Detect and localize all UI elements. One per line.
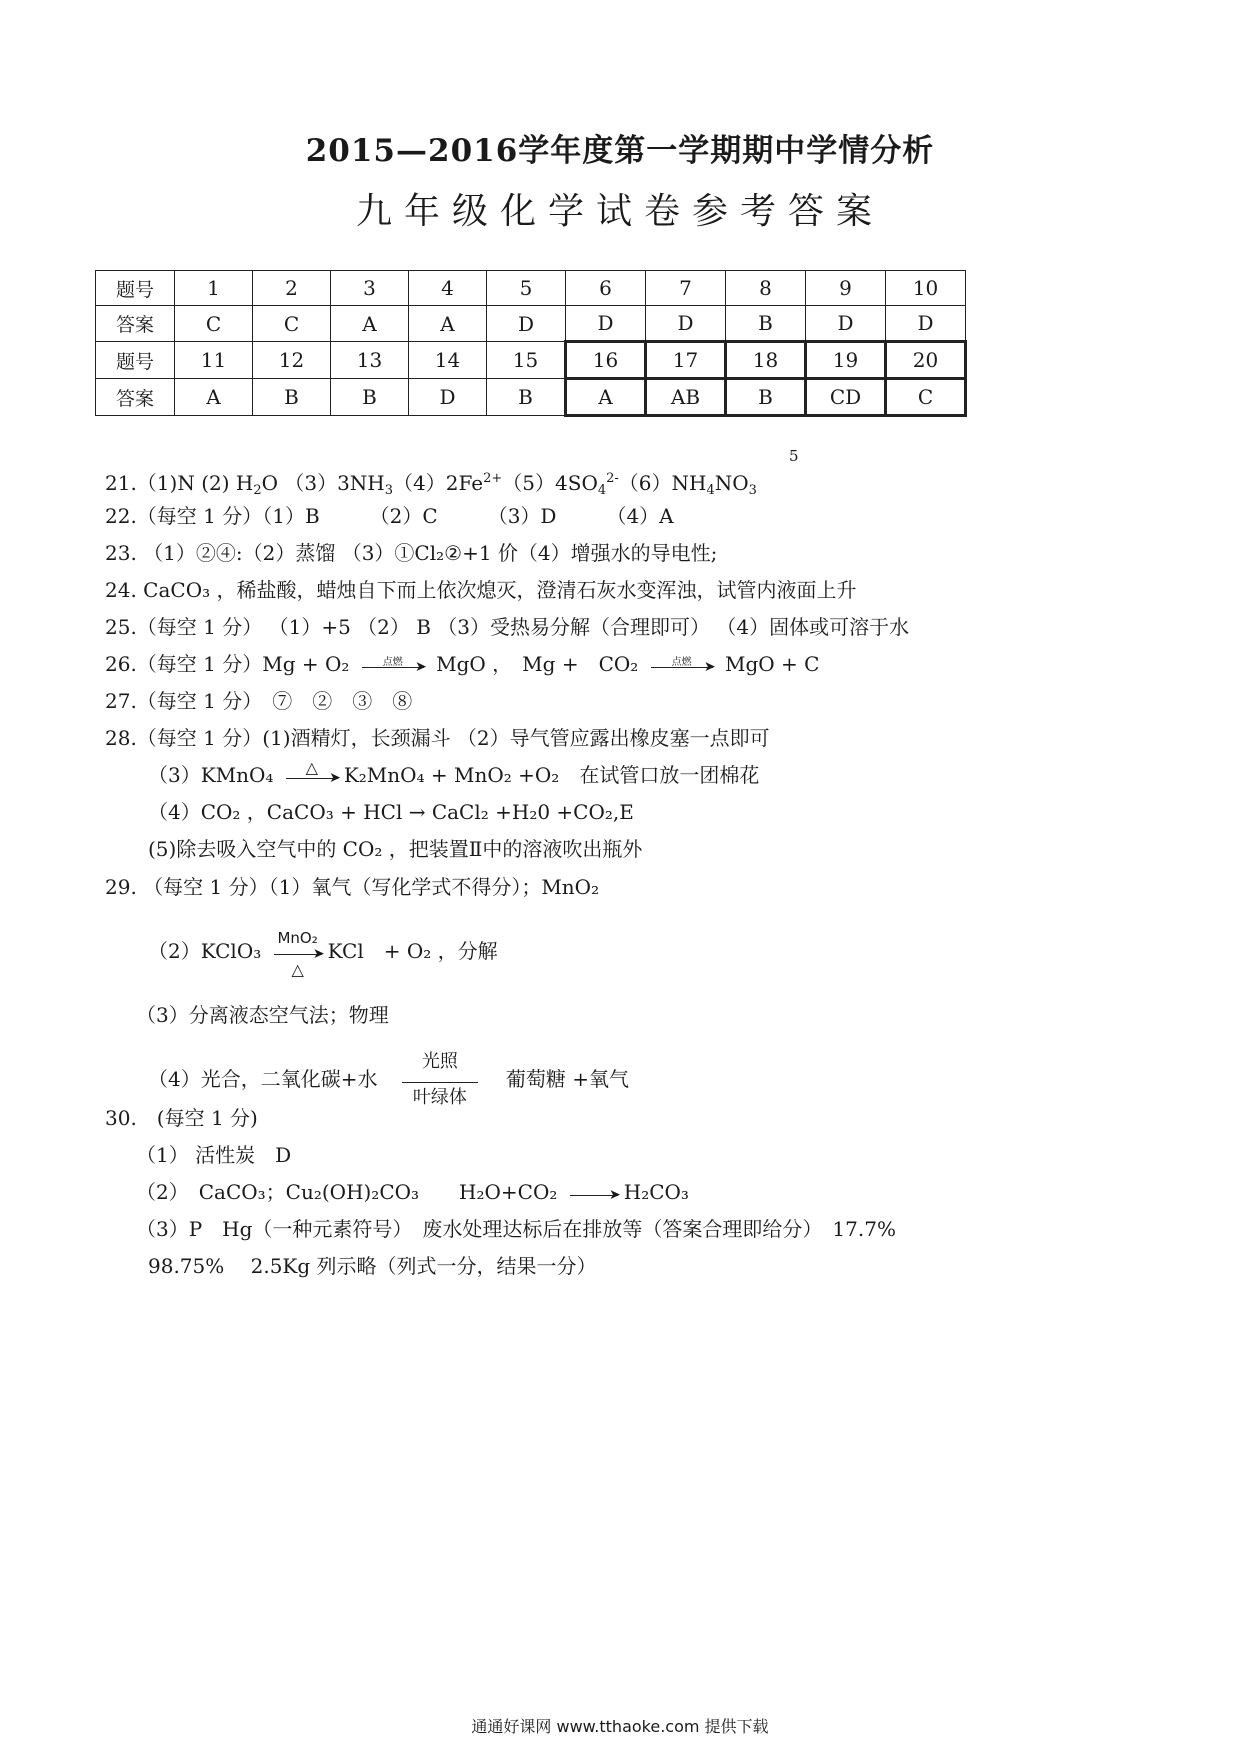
q25-line: 25.（每空 1 分） （1）+5 （2） B （3）受热易分解（合理即可） （4）固体或可溶于水 [105, 615, 910, 639]
q26-line [105, 651, 819, 677]
q30-line-3 [136, 1179, 689, 1205]
q29-line-4 [148, 1050, 629, 1108]
q27-line: 27.（每空 1 分） ⑦ ② ③ ⑧ [105, 689, 413, 713]
q26-end: MgO + C [725, 652, 820, 676]
arrow-condition: 点燃 [671, 656, 692, 668]
q21-sup: 2- [606, 471, 619, 486]
answer-cell: B [726, 306, 806, 342]
q21-stray-mark: 5 [789, 447, 799, 465]
q28-line-3: （4）CO₂ ，CaCO₃ + HCl → CaCl₂ +H₂0 +CO₂,E [148, 800, 634, 824]
reaction-arrow: ➤ [570, 1184, 618, 1204]
answer-cell: A [409, 306, 487, 342]
q26-lead: 26.（每空 1 分）Mg + O₂ [105, 652, 350, 676]
question-number-cell: 9 [806, 271, 886, 306]
q29-end: KCl + O₂ ，分解 [327, 939, 498, 963]
reaction-arrow: 点燃 ➤ [362, 656, 424, 676]
answer-cell: B [331, 379, 409, 416]
question-number-label: 题号 [96, 342, 175, 379]
q28-line-4: (5)除去吸入空气中的 CO₂ ，把装置Ⅱ中的溶液吹出瓶外 [148, 837, 643, 861]
question-number-label: 题号 [96, 271, 175, 306]
answer-cell: B [487, 379, 566, 416]
answer-label: 答案 [96, 306, 175, 342]
question-number-cell: 8 [726, 271, 806, 306]
q28-end: K₂MnO₄ + MnO₂ +O₂ 在试管口放一团棉花 [343, 763, 760, 787]
q21-sub: 4 [706, 483, 715, 498]
question-number-cell: 20 [886, 342, 966, 379]
answer-cell: A [175, 379, 253, 416]
q21-text: NO [714, 471, 749, 495]
q21-text: （5）4SO [502, 471, 598, 495]
table-row [96, 306, 966, 342]
q29-lead: （4）光合，二氧化碳+水 [148, 1067, 378, 1091]
q30-end: H₂CO₃ [623, 1180, 689, 1204]
q21-sub: 2 [253, 483, 262, 498]
answer-label: 答案 [96, 379, 175, 416]
table-row [96, 379, 966, 416]
question-number-cell: 6 [566, 271, 646, 306]
answer-cell: D [886, 306, 966, 342]
question-number-cell: 7 [646, 271, 726, 306]
q26-mid: MgO ， Mg + CO₂ [436, 652, 639, 676]
answer-cell: AB [646, 379, 726, 416]
q23-line: 23. （1）②④:（2）蒸馏 （3）①Cl₂②+1 价（4）增强水的导电性; [105, 541, 718, 565]
arrow-condition: 点燃 [382, 656, 403, 668]
q21-sup: 2+ [483, 471, 503, 486]
page-subtitle: 九年级化学试卷参考答案 [355, 191, 884, 232]
q29-lead: （2）KClO₃ [148, 939, 262, 963]
question-number-cell: 5 [487, 271, 566, 306]
question-number-cell: 1 [175, 271, 253, 306]
q30-line-4: （3）P Hg（一种元素符号） 废水处理达标后在排放等（答案合理即给分） 17.7% [136, 1217, 896, 1241]
q29-line-1: 29. （每空 1 分）（1）氧气（写化学式不得分）；MnO₂ [105, 875, 600, 899]
q21-sub: 3 [748, 483, 757, 498]
q28-line-2 [148, 757, 760, 788]
q29-line-2 [148, 928, 498, 979]
q22-line: 22.（每空 1 分）（1）B （2）C （3）D （4）A [105, 504, 674, 528]
question-number-cell: 16 [566, 342, 646, 379]
answer-cell: D [806, 306, 886, 342]
question-number-cell: 18 [726, 342, 806, 379]
q24-line: 24. CaCO₃ ，稀盐酸，蜡烛自下而上依次熄灭，澄清石灰水变浑浊，试管内液面上升 [105, 578, 857, 602]
q30-lead: （2） CaCO₃；Cu₂(OH)₂CO₃ H₂O+CO₂ [136, 1180, 558, 1204]
answer-cell: D [487, 306, 566, 342]
arrow-condition-top: MnO₂ [277, 928, 318, 947]
answer-table [95, 270, 967, 417]
q28-lead: （3）KMnO₄ [148, 763, 274, 787]
q21-sub: 3 [384, 483, 394, 498]
answer-cell: CD [806, 379, 886, 416]
question-number-cell: 13 [331, 342, 409, 379]
arrow-condition-bottom: 叶绿体 [412, 1086, 467, 1108]
arrow-condition: △ [305, 757, 318, 777]
q21-text: 21.（1)N (2) H [105, 471, 254, 495]
question-number-cell: 15 [487, 342, 566, 379]
question-number-cell: 10 [886, 271, 966, 306]
q21-text: （4）2Fe [393, 471, 484, 495]
q28-line-1: 28.（每空 1 分）(1)酒精灯，长颈漏斗 （2）导气管应露出橡皮塞一点即可 [105, 726, 770, 750]
answer-cell: D [409, 379, 487, 416]
question-number-cell: 12 [253, 342, 331, 379]
reaction-arrow [402, 1050, 478, 1108]
reaction-arrow: △ ➤ [286, 767, 338, 787]
answer-cell: C [886, 379, 966, 416]
question-number-cell: 3 [331, 271, 409, 306]
q21-line [105, 466, 757, 504]
answer-cell: B [253, 379, 331, 416]
question-number-cell: 14 [409, 342, 487, 379]
answer-cell: C [175, 306, 253, 342]
reaction-arrow: MnO₂ ➤ △ [274, 943, 322, 963]
question-number-cell: 4 [409, 271, 487, 306]
arrow-condition-bottom: △ [291, 959, 304, 979]
q21-sub: 4 [597, 483, 607, 498]
question-number-cell: 2 [253, 271, 331, 306]
q30-line-1: 30. (每空 1 分) [105, 1106, 258, 1130]
question-number-cell: 11 [175, 342, 253, 379]
q21-text: O （3）3NH [261, 471, 385, 495]
q30-line-2: （1） 活性炭 D [136, 1143, 292, 1167]
arrow-condition-top: 光照 [421, 1050, 458, 1072]
answer-cell: A [566, 379, 646, 416]
answer-cell: D [566, 306, 646, 342]
reaction-arrow: 点燃 ➤ [651, 656, 713, 676]
q30-line-5: 98.75% 2.5Kg 列示略（列式一分，结果一分） [148, 1254, 597, 1278]
q21-text: （6）NH [618, 471, 707, 495]
answer-cell: C [253, 306, 331, 342]
question-number-cell: 17 [646, 342, 726, 379]
q29-line-3: （3）分离液态空气法；物理 [136, 1003, 389, 1027]
footer-credit: 通通好课网 www.tthaoke.com 提供下载 [471, 1717, 769, 1736]
answer-cell: A [331, 306, 409, 342]
page-title: 2015—2016学年度第一学期期中学情分析 [305, 133, 935, 169]
answer-cell: B [726, 379, 806, 416]
table-row [96, 342, 966, 379]
answer-cell: D [646, 306, 726, 342]
q29-end: 葡萄糖 +氧气 [505, 1067, 629, 1091]
table-row [96, 271, 966, 306]
question-number-cell: 19 [806, 342, 886, 379]
